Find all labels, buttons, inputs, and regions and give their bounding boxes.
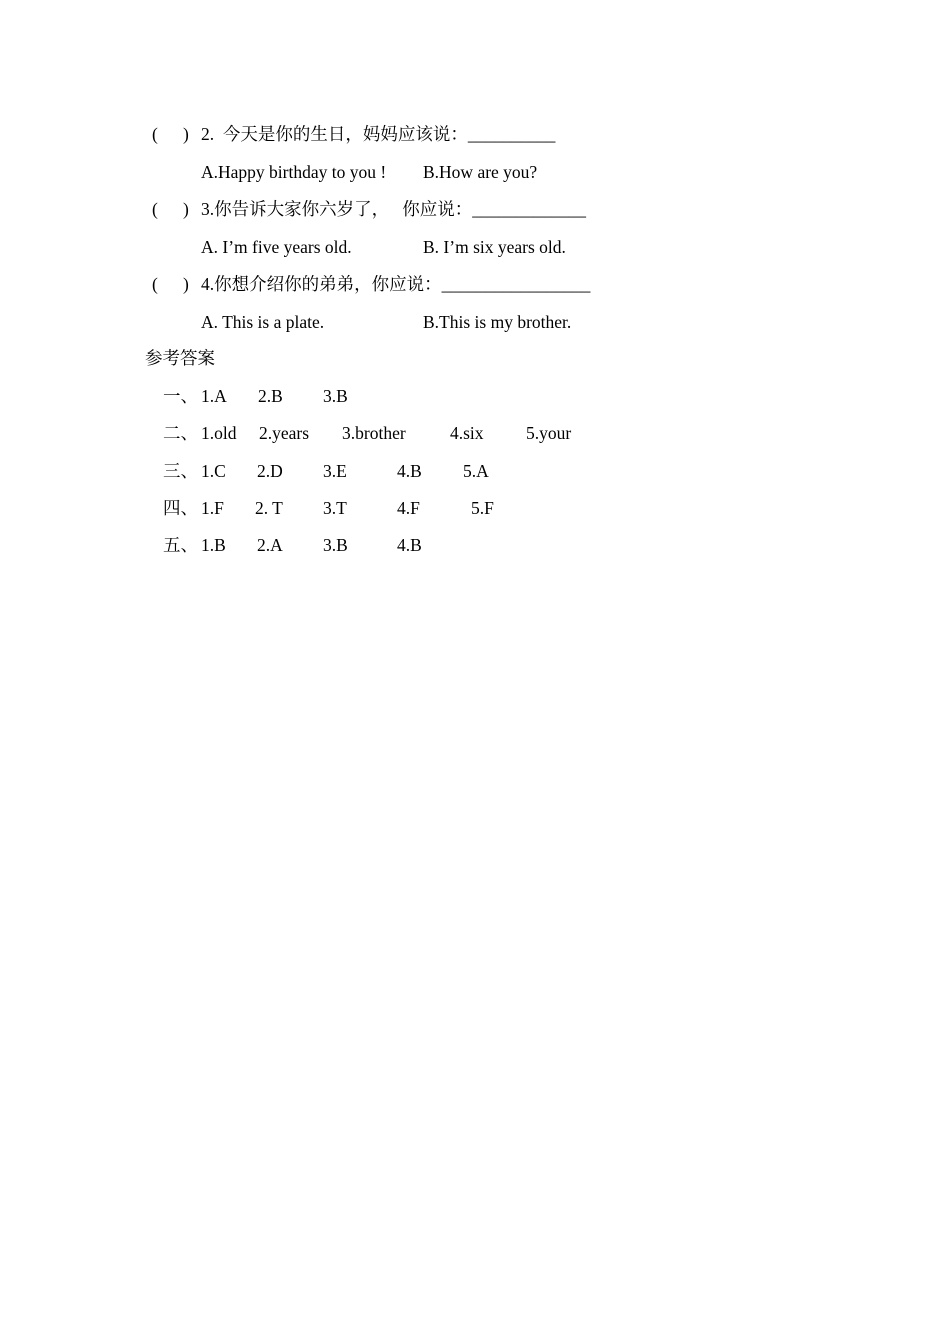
answer-row-label: 三、 — [163, 461, 198, 481]
answer-item: 1.old — [201, 423, 237, 443]
answer-item: 4.B — [397, 535, 422, 555]
answer-item: 2.B — [258, 386, 283, 406]
answer-item: 4.six — [450, 423, 484, 443]
answer-item: 2.D — [257, 461, 283, 481]
answer-bracket-open: ( — [152, 199, 158, 219]
answer-item: 5.A — [463, 461, 489, 481]
answer-bracket-open: ( — [152, 274, 158, 294]
option-a: A.Happy birthday to you ! — [201, 162, 387, 182]
option-a: A. I’m five years old. — [201, 237, 352, 257]
option-a: A. This is a plate. — [201, 312, 325, 332]
answer-bracket-close: ) — [183, 274, 189, 294]
answer-row-1 — [0, 383, 348, 409]
answer-item: 1.B — [201, 535, 226, 555]
answer-item: 2.years — [259, 423, 310, 443]
option-b: B.This is my brother. — [423, 312, 572, 332]
answer-item: 2. T — [255, 498, 283, 518]
answer-item: 3.E — [323, 461, 347, 481]
answer-item: 1.C — [201, 461, 226, 481]
answer-item: 3.B — [323, 535, 348, 555]
answer-item: 3.brother — [342, 423, 406, 443]
answer-bracket-open: ( — [152, 124, 158, 144]
answer-item: 1.F — [201, 498, 224, 518]
answer-row-label: 一、 — [163, 386, 198, 406]
answers-heading: 参考答案 — [145, 348, 215, 368]
question-prompt: 4.你想介绍你的弟弟，你应说：_________________ — [201, 274, 591, 294]
question-4-options — [0, 309, 572, 335]
question-3 — [0, 196, 586, 222]
answers-section — [0, 345, 215, 371]
answer-row-label: 五、 — [163, 535, 198, 555]
answer-bracket-close: ) — [183, 199, 189, 219]
answer-row-4 — [0, 495, 494, 521]
question-prompt: 3.你告诉大家你六岁了， 你应说：_____________ — [201, 199, 586, 219]
answer-item: 1.A — [201, 386, 227, 406]
question-2 — [0, 121, 556, 147]
answer-bracket-close: ) — [183, 124, 189, 144]
answer-item: 5.your — [526, 423, 572, 443]
question-3-options — [0, 234, 566, 260]
answer-item: 2.A — [257, 535, 283, 555]
question-2-options — [0, 159, 538, 185]
answer-row-label: 二、 — [163, 423, 198, 443]
option-b: B.How are you? — [423, 162, 538, 182]
answer-row-label: 四、 — [163, 498, 198, 518]
answer-row-2 — [0, 420, 572, 446]
answer-item: 4.F — [397, 498, 420, 518]
question-prompt: 2. 今天是你的生日，妈妈应该说：__________ — [201, 124, 556, 144]
answer-item: 3.T — [323, 498, 347, 518]
answer-item: 4.B — [397, 461, 422, 481]
answer-row-3 — [0, 458, 489, 484]
answer-row-5 — [0, 532, 422, 558]
answer-item: 3.B — [323, 386, 348, 406]
answer-item: 5.F — [471, 498, 494, 518]
option-b: B. I’m six years old. — [423, 237, 566, 257]
question-4 — [0, 271, 591, 297]
